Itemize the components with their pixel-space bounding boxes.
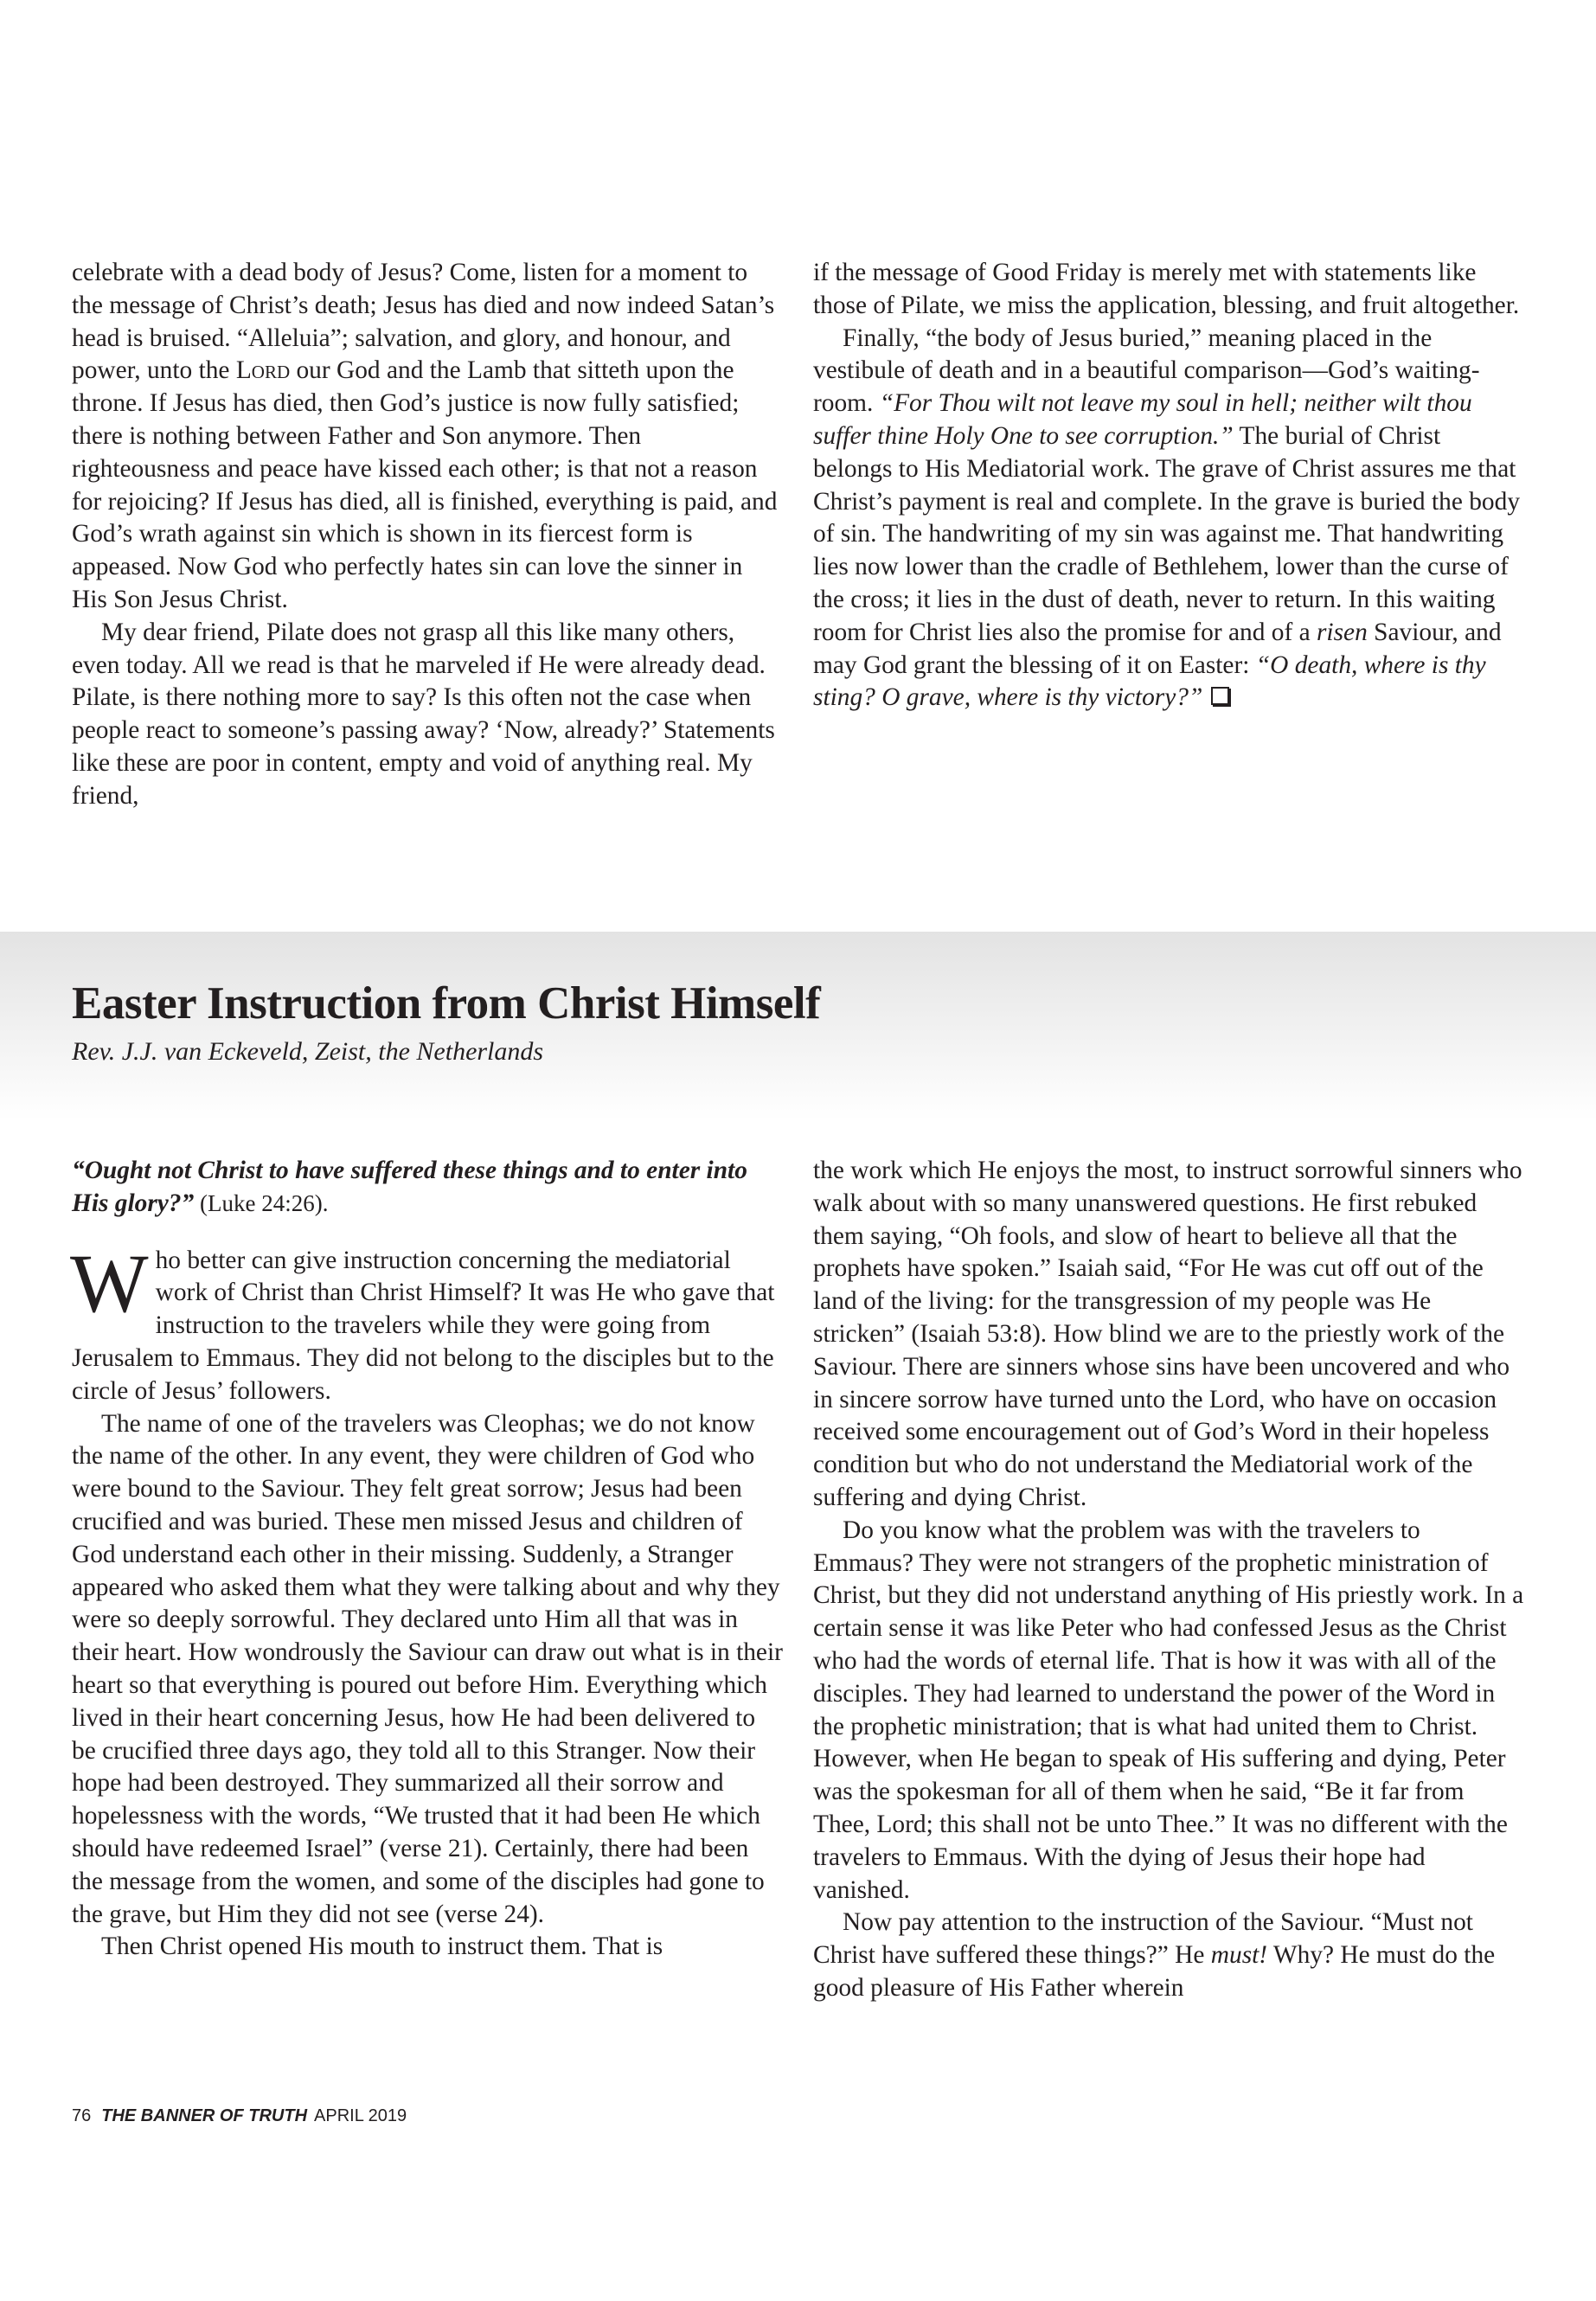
scripture-quote: “For Thou wilt not leave my soul in hell; neither wilt thou suffer thine Holy One to see corruption.” xyxy=(813,389,1472,450)
paragraph: Who better can give instruction concerning the mediatorial work of Christ than Christ Himself? It was He who gave that instruction to the travelers while they were going from Jerusalem to Emmaus. They did not belong to the disciples but to the circle of Jesus’ followers. xyxy=(70,1236,775,1405)
paragraph: Do you know what the problem was with the travelers to Emmaus? They were not strangers of the prophetic ministration of Christ, but they did not understand anything of His priestly work. In a certain sense it was like Peter who had confessed Jesus as the Christ who had the words of eternal life. That is how it was with all of the disciples. They had learned to understand the power of the Word in the prophetic ministration; that is what had united them to Christ. However, when He began to speak of His suffering and dying, Peter was the spokesman for all of them when he said, “Be it far from Thee, Lord; this shall not be unto Thee.” It was no different with the travelers to Emmaus. With the dying of Jesus their hope had vanished. xyxy=(813,1516,1524,1904)
paragraph: Then Christ opened His mouth to instruct them. That is xyxy=(101,1932,663,1961)
paragraph: celebrate with a dead body of Jesus? Come, listen for a moment to the message of Christ’s death; Jesus has died and now indeed Satan’s head is bruised. “Alleluia”; salvation, and glory, and honour, and power, unto the Lord our God and the Lamb that sitteth upon the throne. If Jesus has died, then God’s justice is now fully satisfied; there is nothing between Father and Son anymore. Then righteousness and peace have kissed each other; is that not a reason for rejoicing? If Jesus has died, all is finished, everything is paid, and God’s wrath against sin which is shown in its fiercest form is appeased. Now God who perfectly hates sin can love the sinner in His Son Jesus Christ. xyxy=(72,259,778,613)
continued-text-right-column xyxy=(813,257,1524,715)
page-footer xyxy=(72,2106,407,2126)
paragraph: the work which He enjoys the most, to instruct sorrowful sinners who walk about with so many unanswered questions. He first rebuked them saying, “Oh fools, and slow of heart to believe all that the prophets have spoken.” Isaiah said, “For He was cut off out of the land of the living: for the transgression of my people was He stricken” (Isaiah 53:8). How blind we are to the priestly work of the Saviour. There are sinners whose sins have been uncovered and who in sincere sorrow have turned unto the Lord, who have on occasion received some encouragement out of God’s Word in their hopeless condition but who do not understand the Mediatorial work of the suffering and dying Christ. xyxy=(813,1157,1522,1511)
epigraph xyxy=(72,1155,783,1221)
issue-date: APRIL 2019 xyxy=(314,2106,407,2125)
scripture-quote: “O death, where is thy sting? O grave, where is thy victory?” xyxy=(813,651,1486,712)
article-right-column xyxy=(813,1155,1524,2005)
article-left-column xyxy=(72,1155,783,1964)
page-number: 76 xyxy=(72,2106,92,2125)
paragraph: if the message of Good Friday is merely met with statements like those of Pilate, we miss the application, blessing, and fruit altogether. xyxy=(813,259,1520,319)
paragraph: Now pay attention to the instruction of the Saviour. “Must not Christ have suffered these things?” He must! Why? He must do the good pleasure of His Father wherein xyxy=(813,1908,1496,2002)
article-byline: Rev. J.J. van Eckeveld, Zeist, the Netherlands xyxy=(72,1037,544,1066)
publication-name: THE BANNER OF TRUTH xyxy=(101,2106,308,2125)
paragraph: My dear friend, Pilate does not grasp all this like many others, even today. All we read is that he marveled if He were already dead. Pilate, is there nothing more to say? Is this often not the case when people react to someone’s passing away? ‘Now, already?’ Statements like these are poor in content, empty and void of anything real. My friend, xyxy=(72,618,775,810)
lord-small-caps: Lord xyxy=(235,356,291,385)
article-title: Easter Instruction from Christ Himself xyxy=(72,978,821,1029)
continued-text-left-column xyxy=(72,257,783,813)
paragraph: Finally, “the body of Jesus buried,” meaning placed in the vestibule of death and in a beautiful comparison—God’s waiting-room. “For Thou wilt not leave my soul in hell; neither wilt thou suffer thine Holy One to see corruption.” The burial of Christ belongs to His Mediatorial work. The grave of Christ assures me that Christ’s payment is real and complete. In the grave is buried the body of sin. The handwriting of my sin was against me. That handwriting lies now lower than the cradle of Bethlehem, lower than the curse of the cross; it lies in the dust of death, never to return. In this waiting room for Christ lies also the promise for and of a risen Saviour, and may God grant the blessing of it on Easter: “O death, where is thy sting? O grave, where is thy victory?” xyxy=(813,324,1521,712)
drop-cap: W xyxy=(70,1236,149,1330)
end-mark-icon xyxy=(1211,687,1229,705)
epigraph-reference: (Luke 24:26). xyxy=(194,1189,329,1216)
paragraph: The name of one of the travelers was Cleophas; we do not know the name of the other. In any event, they were children of God who were bound to the Saviour. They felt great sorrow; Jesus had been crucified and was buried. These men missed Jesus and children of God understand each other in their missing. Suddenly, a Stranger appeared who asked them what they were talking about and why they were so deeply sorrowful. They declared unto Him all that was in their heart. How wondrously the Saviour can draw out what is in their heart so that everything is poured out before Him. Everything which lived in their heart concerning Jesus, how He had been delivered to be crucified three days ago, they told all to this Stranger. Now their hope had been destroyed. They summarized all their sorrow and hopelessness with the words, “We trusted that it had been He which should have redeemed Israel” (verse 21). Certainly, there had been the message from the women, and some of the disciples had gone to the grave, but Him they did not see (verse 24). xyxy=(72,1409,783,1928)
epigraph-quote: “Ought not Christ to have suffered these things and to enter into His glory?” xyxy=(72,1157,747,1217)
